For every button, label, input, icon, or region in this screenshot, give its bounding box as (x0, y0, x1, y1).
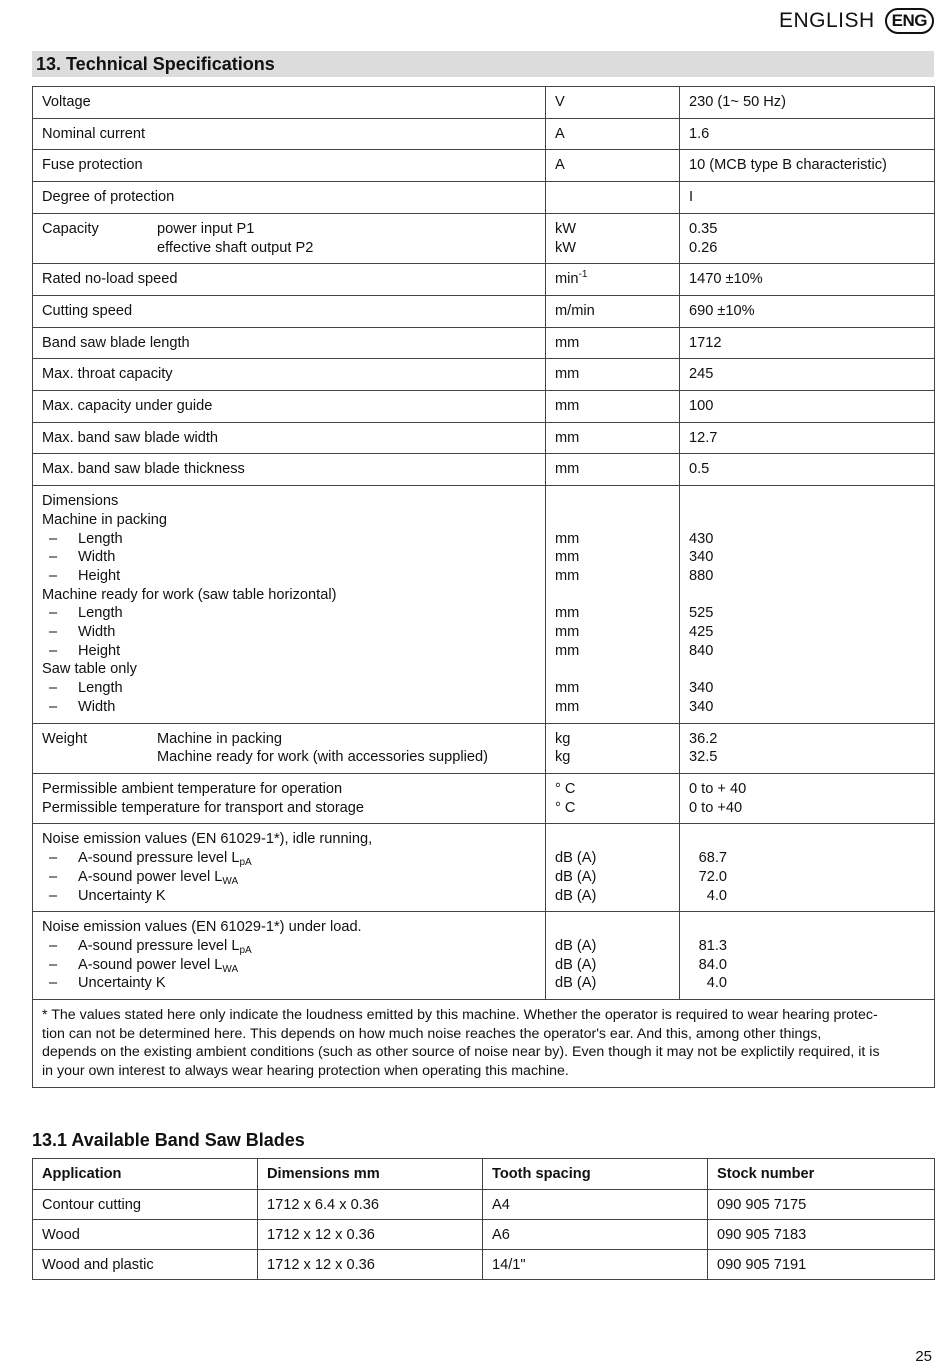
spec-unit: A (546, 150, 680, 182)
dimension-item: Width (78, 549, 116, 566)
footnote-line: depends on the existing ambient conditions (such as other source of noise near by). Even though it may not be explictily required, it is (42, 1044, 880, 1061)
spec-unit: mm (546, 454, 680, 486)
spec-value: 12.7 (680, 422, 935, 454)
noise-value: 81.3 (698, 937, 727, 954)
dimension-value: 340 (689, 698, 714, 715)
spec-unit: mm (546, 327, 680, 359)
spec-unit: mm (546, 422, 680, 454)
dimension-value: 340 (689, 549, 714, 566)
dash: – (49, 567, 58, 584)
noise-title: Noise emission values (EN 61029-1*), idle running, (42, 831, 373, 848)
temperature-value: 0 to + 40 (689, 780, 747, 797)
spec-unit (546, 213, 680, 263)
spec-value: I (680, 182, 935, 214)
noise-item: A-sound power level L (78, 956, 223, 973)
dimension-value: 425 (689, 624, 714, 641)
dimension-value: 840 (689, 642, 714, 659)
table-cell: Wood and plastic (33, 1250, 258, 1280)
temperature-unit: ° C (555, 780, 576, 797)
noise-value: 72.0 (698, 868, 727, 885)
table-row (33, 486, 935, 723)
table-row (33, 1000, 935, 1088)
spec-label: Degree of protection (33, 182, 546, 214)
noise-subscript: WA (222, 963, 239, 975)
dash: – (49, 956, 58, 973)
spec-unit (546, 723, 680, 773)
table-cell: 090 905 7191 (708, 1250, 935, 1280)
footnote-line: tion can not be determined here. This depends on how much noise reaches the operator's ear. And this, among other things, (42, 1025, 822, 1042)
language-indicator (779, 8, 934, 34)
spec-label (33, 213, 546, 263)
noise-value: 4.0 (706, 975, 727, 992)
table-row (33, 1220, 935, 1250)
table-cell: Contour cutting (33, 1190, 258, 1220)
weight-value2: 32.5 (689, 749, 718, 766)
speed-unit-base: min (555, 271, 579, 288)
table-cell: 090 905 7183 (708, 1220, 935, 1250)
table-row (33, 213, 935, 263)
weight-sub1: Machine in packing (157, 730, 282, 747)
noise-value: 4.0 (706, 887, 727, 904)
footnote-line: in your own interest to always wear hearing protection when operating this machine. (42, 1063, 569, 1080)
spec-value: 0.5 (680, 454, 935, 486)
noise-item: A-sound pressure level L (78, 850, 240, 867)
table-cell: 14/1" (483, 1250, 708, 1280)
noise-item: A-sound power level L (78, 868, 223, 885)
noise-unit: dB (A) (555, 956, 597, 973)
noise-unit: dB (A) (555, 937, 597, 954)
spec-label: Max. capacity under guide (33, 391, 546, 423)
spec-label (33, 824, 546, 912)
spec-unit: A (546, 118, 680, 150)
spec-value: 230 (1~ 50 Hz) (680, 87, 935, 119)
dimension-unit: mm (555, 642, 580, 659)
spec-value (680, 773, 935, 823)
table-cell: Wood (33, 1220, 258, 1250)
noise-subscript: WA (222, 875, 239, 887)
table-row (33, 723, 935, 773)
dash: – (49, 850, 58, 867)
noise-unit: dB (A) (555, 850, 597, 867)
weight-label: Weight (42, 730, 88, 747)
noise-unit: dB (A) (555, 975, 597, 992)
spec-unit (546, 912, 680, 1000)
column-header: Tooth spacing (483, 1159, 708, 1190)
spec-label: Voltage (33, 87, 546, 119)
spec-value (680, 824, 935, 912)
dash: – (49, 887, 58, 904)
section-header (32, 51, 934, 77)
spec-label: Max. throat capacity (33, 359, 546, 391)
dash: – (49, 937, 58, 954)
spec-value: 690 ±10% (680, 295, 935, 327)
table-cell: A4 (483, 1190, 708, 1220)
table-cell: 1712 x 12 x 0.36 (258, 1220, 483, 1250)
dimension-item: Length (78, 680, 123, 697)
spec-label: Max. band saw blade thickness (33, 454, 546, 486)
temperature-line: Permissible ambient temperature for operation (42, 780, 343, 797)
spec-unit: V (546, 87, 680, 119)
dash: – (49, 605, 58, 622)
dash: – (49, 868, 58, 885)
weight-unit1: kg (555, 730, 571, 747)
dimension-value: 430 (689, 530, 714, 547)
dimensions-group-label: Machine in packing (42, 511, 167, 528)
dash: – (49, 975, 58, 992)
spec-value: 10 (MCB type B characteristic) (680, 150, 935, 182)
spec-label: Band saw blade length (33, 327, 546, 359)
spec-value: 1712 (680, 327, 935, 359)
table-row (33, 391, 935, 423)
spec-value: 245 (680, 359, 935, 391)
capacity-sub2: effective shaft output P2 (157, 239, 314, 256)
spec-unit: m/min (546, 295, 680, 327)
noise-subscript: pA (239, 857, 252, 869)
dimension-unit: mm (555, 698, 580, 715)
section-title: 13. Technical Specifications (36, 53, 275, 74)
dimension-unit: mm (555, 624, 580, 641)
table-cell: 090 905 7175 (708, 1190, 935, 1220)
table-row (33, 295, 935, 327)
dimension-unit: mm (555, 680, 580, 697)
spec-label (33, 723, 546, 773)
dash: – (49, 698, 58, 715)
table-row (33, 773, 935, 823)
column-header: Dimensions mm (258, 1159, 483, 1190)
temperature-unit: ° C (555, 799, 576, 816)
capacity-label: Capacity (42, 220, 99, 237)
table-header-row (33, 1159, 935, 1190)
spec-label (33, 912, 546, 1000)
noise-unit: dB (A) (555, 887, 597, 904)
spec-label: Max. band saw blade width (33, 422, 546, 454)
spec-value: 1.6 (680, 118, 935, 150)
dash: – (49, 624, 58, 641)
dimension-value: 340 (689, 680, 714, 697)
table-row (33, 150, 935, 182)
page-number: 25 (915, 1348, 932, 1365)
noise-subscript: pA (239, 944, 252, 956)
speed-unit-exp: -1 (578, 269, 588, 281)
dimensions-group-label: Machine ready for work (saw table horizontal) (42, 586, 337, 603)
table-row (33, 359, 935, 391)
footnote (33, 1000, 935, 1088)
language-badge: ENG (885, 8, 934, 34)
weight-sub2: Machine ready for work (with accessories supplied) (157, 749, 488, 766)
spec-unit (546, 486, 680, 723)
temperature-value: 0 to +40 (689, 799, 743, 816)
spec-unit: mm (546, 391, 680, 423)
dimension-unit: mm (555, 549, 580, 566)
dimension-item: Height (78, 567, 121, 584)
spec-unit (546, 264, 680, 296)
dimension-unit: mm (555, 530, 580, 547)
spec-value: 1470 ±10% (680, 264, 935, 296)
capacity-unit2: kW (555, 239, 577, 256)
spec-unit (546, 824, 680, 912)
spec-table (32, 86, 935, 1088)
table-row (33, 264, 935, 296)
capacity-sub1: power input P1 (157, 220, 255, 237)
dimensions-group-label: Saw table only (42, 661, 137, 678)
blades-table (32, 1158, 935, 1280)
spec-value (680, 486, 935, 723)
blades-section-title: 13.1 Available Band Saw Blades (32, 1130, 305, 1150)
spec-value (680, 723, 935, 773)
noise-item: Uncertainty K (78, 975, 166, 992)
noise-item: A-sound pressure level L (78, 937, 240, 954)
table-row (33, 1250, 935, 1280)
dash: – (49, 680, 58, 697)
capacity-value2: 0.26 (689, 239, 718, 256)
table-row (33, 118, 935, 150)
spec-unit (546, 182, 680, 214)
dimensions-label: Dimensions (42, 493, 119, 510)
spec-value (680, 213, 935, 263)
spec-label: Rated no-load speed (33, 264, 546, 296)
noise-title: Noise emission values (EN 61029-1*) under load. (42, 919, 362, 936)
spec-unit (546, 773, 680, 823)
table-row (33, 422, 935, 454)
capacity-value1: 0.35 (689, 220, 718, 237)
spec-value (680, 912, 935, 1000)
footnote-line: * The values stated here only indicate the loudness emitted by this machine. Whether the operator is required to wear hearing protec- (42, 1007, 878, 1024)
dimension-item: Width (78, 624, 116, 641)
table-cell: 1712 x 12 x 0.36 (258, 1250, 483, 1280)
table-row (33, 1190, 935, 1220)
dash: – (49, 549, 58, 566)
weight-unit2: kg (555, 749, 571, 766)
spec-label (33, 486, 546, 723)
capacity-unit1: kW (555, 220, 577, 237)
spec-unit: mm (546, 359, 680, 391)
spec-value: 100 (680, 391, 935, 423)
dimension-item: Width (78, 698, 116, 715)
spec-label: Fuse protection (33, 150, 546, 182)
table-row (33, 454, 935, 486)
table-cell: 1712 x 6.4 x 0.36 (258, 1190, 483, 1220)
dimension-value: 525 (689, 605, 714, 622)
noise-unit: dB (A) (555, 868, 597, 885)
table-row (33, 182, 935, 214)
spec-label: Nominal current (33, 118, 546, 150)
weight-value1: 36.2 (689, 730, 718, 747)
dimension-item: Height (78, 642, 121, 659)
column-header: Application (33, 1159, 258, 1190)
noise-item: Uncertainty K (78, 887, 166, 904)
dimension-unit: mm (555, 605, 580, 622)
dimension-item: Length (78, 605, 123, 622)
dash: – (49, 642, 58, 659)
dimension-item: Length (78, 530, 123, 547)
table-row (33, 824, 935, 912)
spec-label (33, 773, 546, 823)
table-row (33, 912, 935, 1000)
noise-value: 84.0 (698, 956, 727, 973)
dimension-unit: mm (555, 567, 580, 584)
table-row (33, 327, 935, 359)
dash: – (49, 530, 58, 547)
dimension-value: 880 (689, 567, 714, 584)
column-header: Stock number (708, 1159, 935, 1190)
spec-label: Cutting speed (33, 295, 546, 327)
noise-value: 68.7 (698, 850, 727, 867)
table-row (33, 87, 935, 119)
language-label: ENGLISH (778, 9, 875, 32)
table-cell: A6 (483, 1220, 708, 1250)
temperature-line: Permissible temperature for transport and storage (42, 799, 365, 816)
